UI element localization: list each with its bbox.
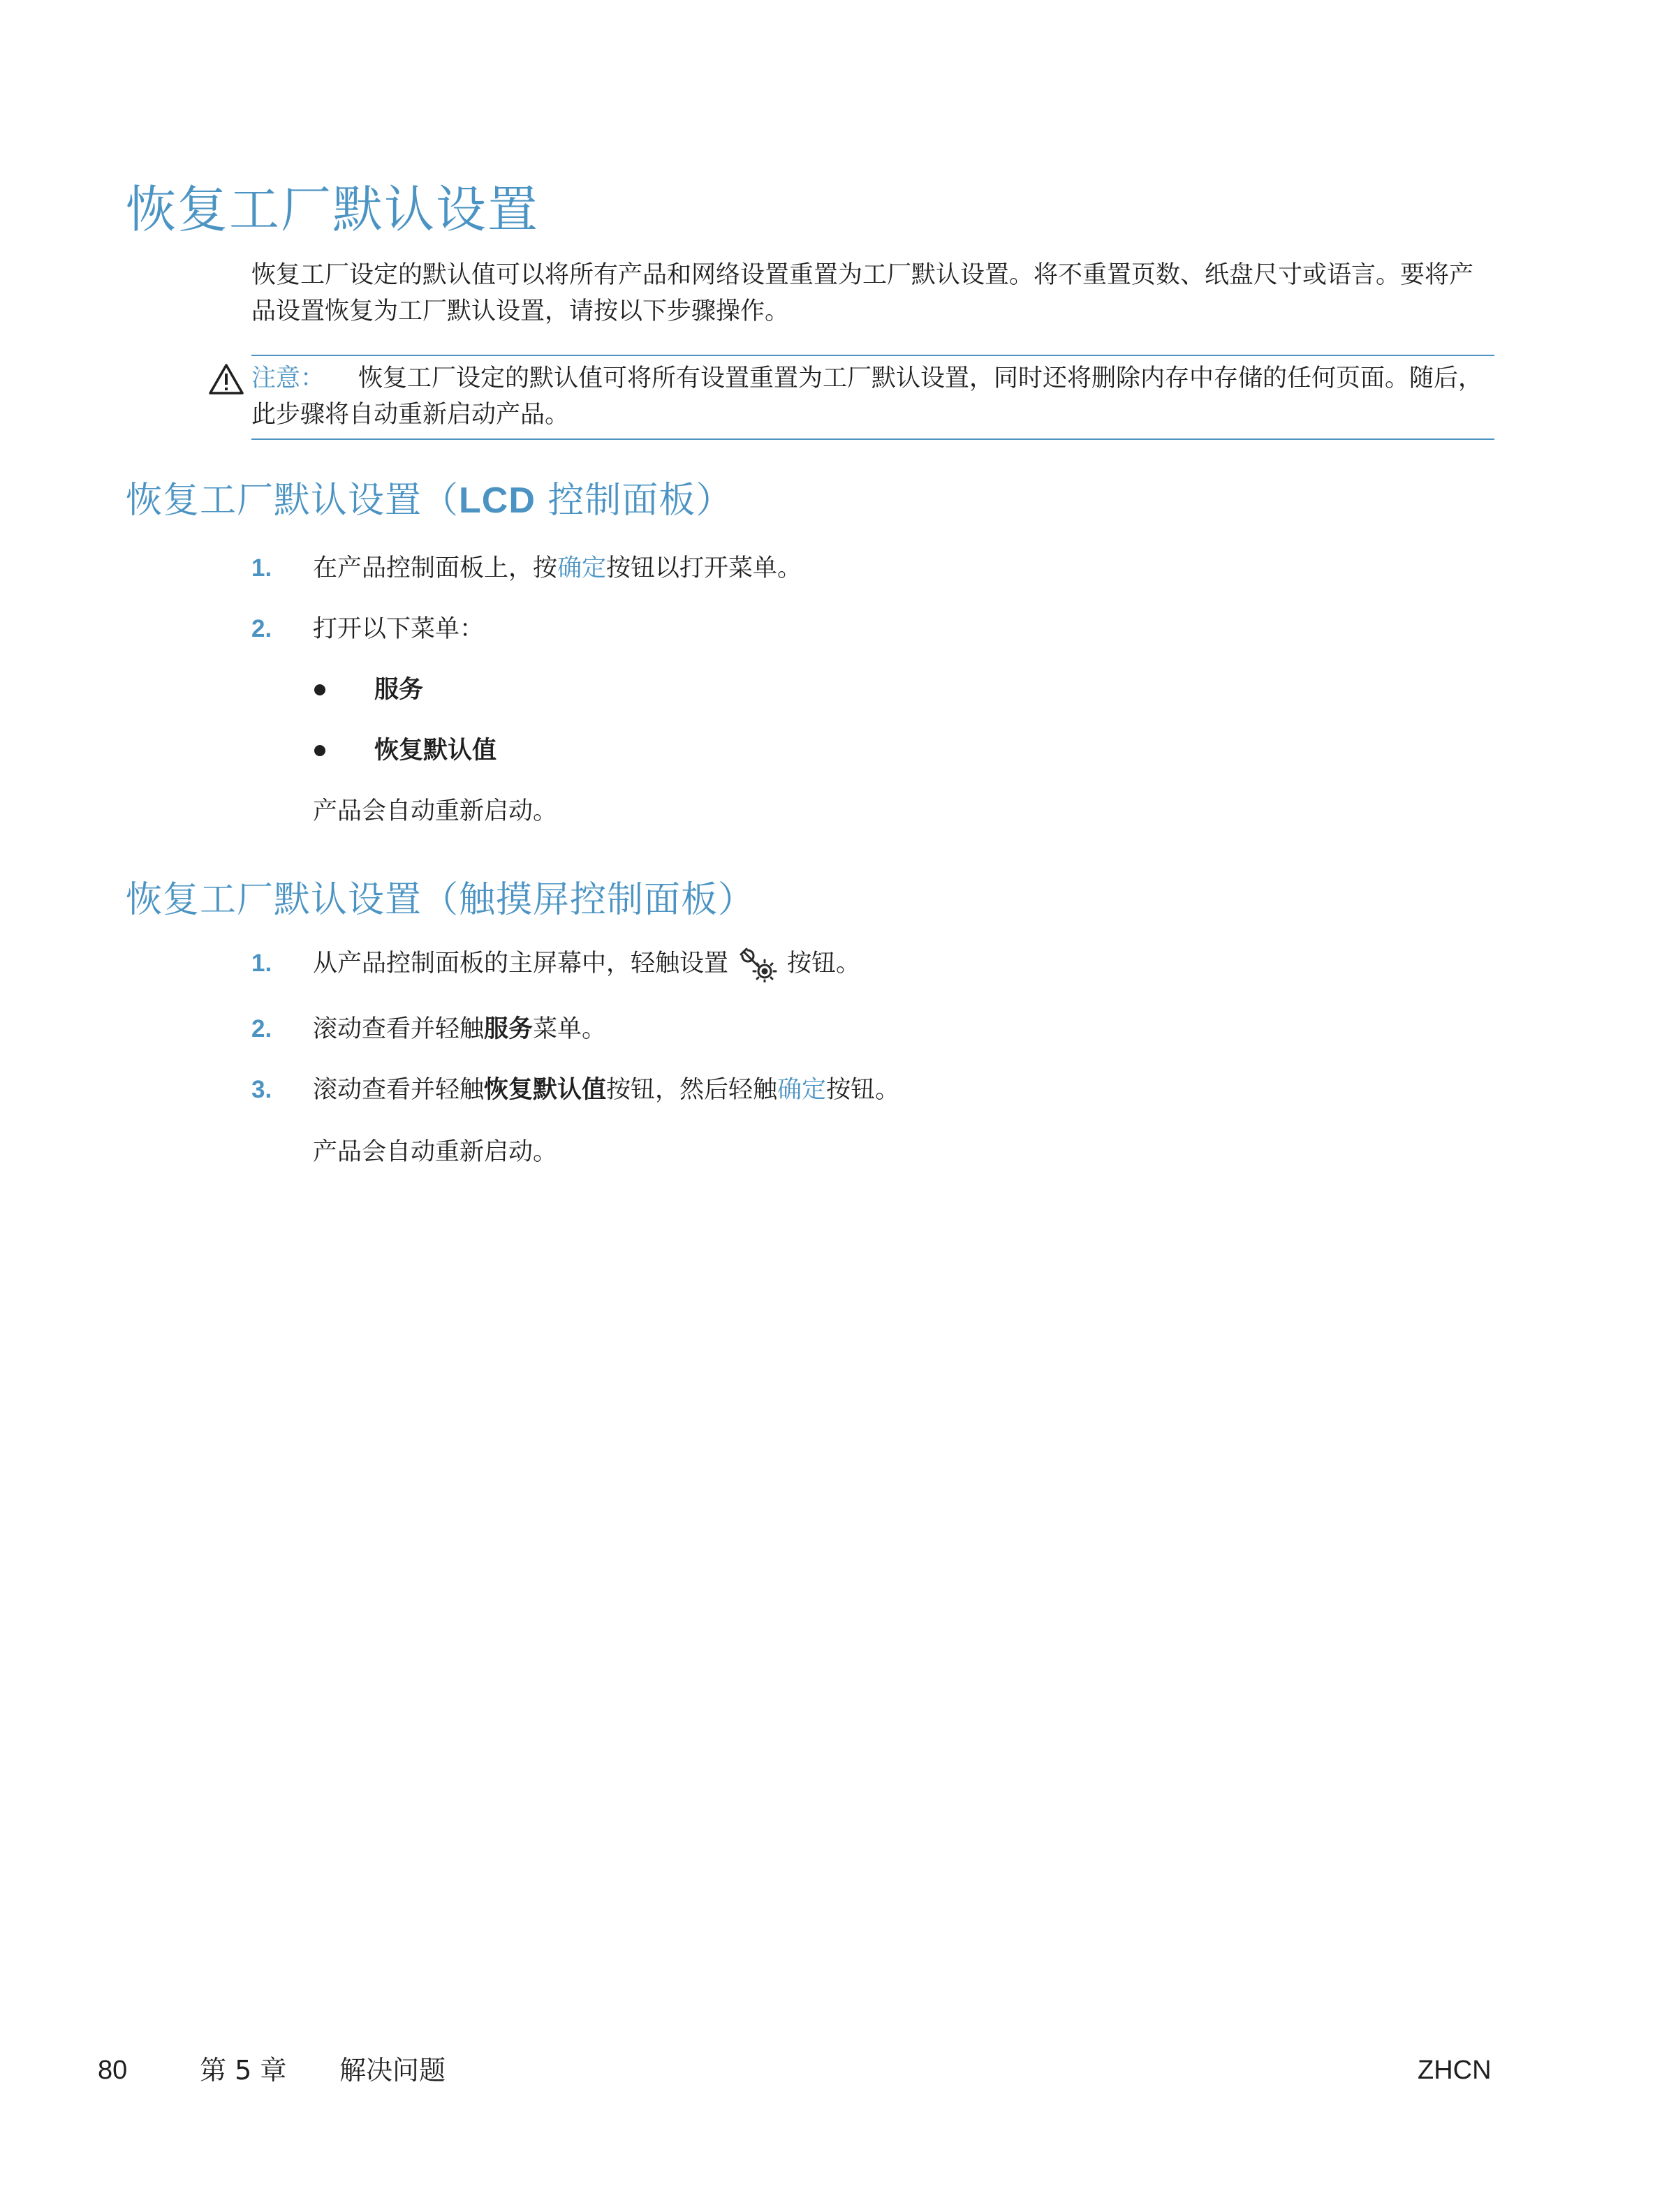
step-text-before: 滚动查看并轻触 xyxy=(313,1015,485,1043)
intro-paragraph: 恢复工厂设定的默认值可以将所有产品和网络设置重置为工厂默认设置。将不重置页数、纸盘尺寸或语言。要将产品设置恢复为工厂默认设置，请按以下步骤操作。 xyxy=(251,261,1474,325)
step-number: 1. xyxy=(251,950,272,977)
step-number: 3. xyxy=(251,1076,272,1103)
ok-button-reference: 确定 xyxy=(557,554,607,582)
step-text xyxy=(313,1011,606,1047)
step-text-before: 在产品控制面板上，按 xyxy=(313,554,558,582)
section-heading-touch: 恢复工厂默认设置（触摸屏控制面板） xyxy=(126,879,756,921)
caution-note xyxy=(251,355,1494,440)
heading-lcd-suffix: 控制面板） xyxy=(535,480,733,522)
heading-lcd-prefix: 恢复工厂默认设置（ xyxy=(126,480,459,522)
step-number: 1. xyxy=(251,554,272,582)
locale-code: ZHCN xyxy=(1418,2056,1492,2085)
step-text-mid: 按钮，然后轻触 xyxy=(606,1076,778,1104)
bullet-text: 服务 xyxy=(374,676,424,704)
note-text: 恢复工厂设定的默认值可将所有设置重置为工厂默认设置，同时还将删除内存中存储的任何页面。随后，此步骤将自动重新启动产品。 xyxy=(251,364,1483,429)
step-text-after: 按钮。 xyxy=(787,950,861,978)
step-text: 打开以下菜单： xyxy=(313,615,485,643)
restore-defaults-reference: 恢复默认值 xyxy=(484,1076,607,1104)
heading-lcd-latin: LCD xyxy=(459,480,536,521)
step-text-after: 按钮以打开菜单。 xyxy=(606,554,802,582)
step-text xyxy=(313,550,802,587)
step-text xyxy=(313,945,860,982)
bullet-dot xyxy=(314,745,325,756)
step-text-after: 按钮。 xyxy=(826,1076,900,1104)
bullet-dot xyxy=(314,684,325,695)
ok-button-reference: 确定 xyxy=(777,1076,827,1104)
note-label: 注意： xyxy=(251,364,325,392)
service-menu-reference: 服务 xyxy=(484,1015,534,1043)
step-text xyxy=(313,1072,899,1108)
step-number: 2. xyxy=(251,1015,272,1042)
lcd-result-text: 产品会自动重新启动。 xyxy=(313,797,558,825)
settings-tools-icon xyxy=(738,946,777,982)
step-number: 2. xyxy=(251,615,272,642)
bullet-text: 恢复默认值 xyxy=(374,737,497,765)
section-heading-lcd xyxy=(126,471,733,523)
chapter-title: 解决问题 xyxy=(339,2055,446,2086)
step-text-before: 从产品控制面板的主屏幕中，轻触设置 xyxy=(313,950,729,978)
warning-triangle-icon xyxy=(208,363,244,395)
chapter-label: 第 5 章 xyxy=(200,2055,287,2086)
page-title: 恢复工厂默认设置 xyxy=(126,180,540,239)
step-text-before: 滚动查看并轻触 xyxy=(313,1076,485,1104)
touch-result-text: 产品会自动重新启动。 xyxy=(313,1138,558,1166)
page-number: 80 xyxy=(98,2056,128,2085)
step-text-after: 菜单。 xyxy=(533,1015,607,1043)
